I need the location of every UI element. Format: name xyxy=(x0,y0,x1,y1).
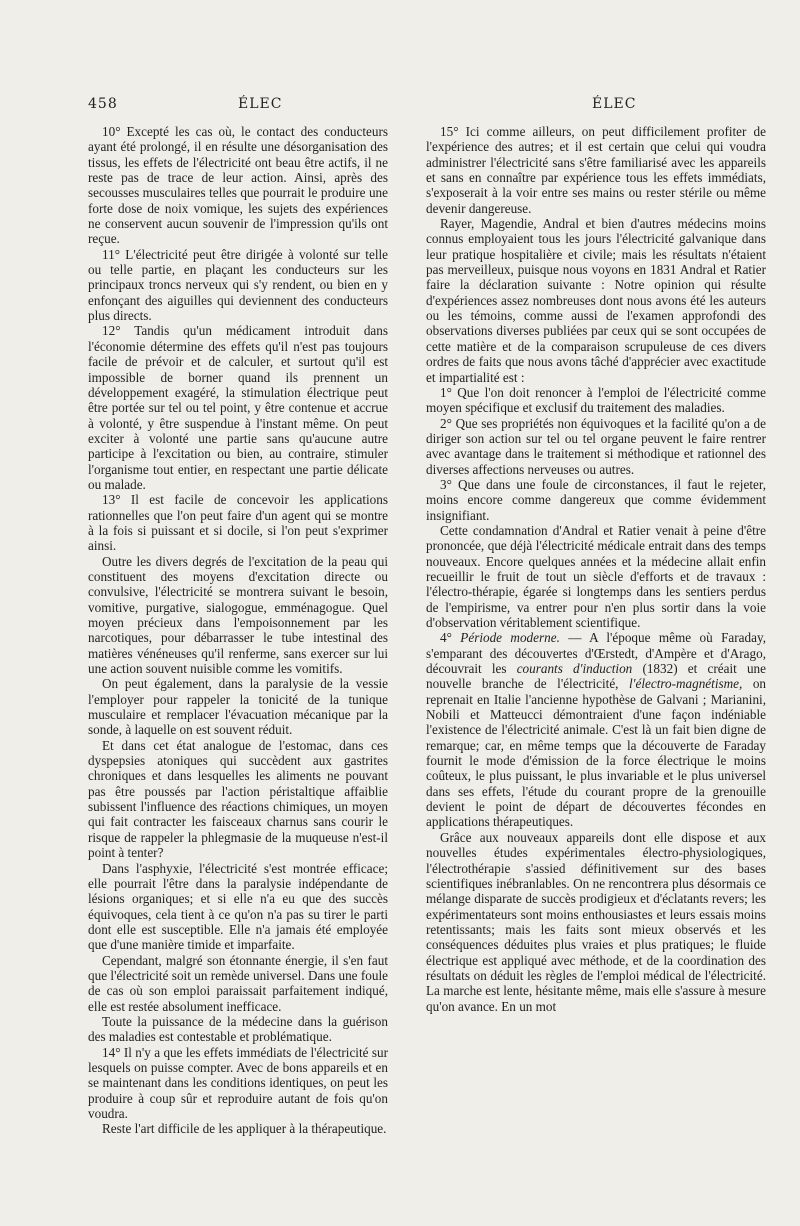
left-column xyxy=(88,124,388,1137)
paragraph-rayer: Rayer, Magendie, Andral et bien d'autres médecins moins connus employaient tous les jours l'électricité galvanique dans leur pratique hospitalière et civile; mais les résultats n'étaient pas merveilleux, puisque nous voyons en 1831 Andral et Ratier faire la déclaration suivante : Notre opinion qui résulte d'expériences assez nombreuses dont nous avons été les auteurs ou les témoins, comme aussi de l'examen approfondi des observations diverses publiées par ceux qui se sont occupées de cette matière et de la comparaison scrupuleuse de ces divers ordres de faits que nous avons tâché d'apprécier avec exactitude et impartialité est : xyxy=(426,216,766,385)
page-header xyxy=(0,96,800,120)
paragraph-vessie: On peut également, dans la paralysie de la vessie l'employer pour rappeler la tonicité de la tunique musculaire et remplacer l'évacuation mécanique par la sonde, à laquelle on est souvent réduit. xyxy=(88,676,388,738)
paragraph-estomac: Et dans cet état analogue de l'estomac, dans ces dyspepsies atoniques qui succèdent aux gastrites chroniques et dans lesquelles les aliments ne pouvant pas être poussés par l'action péristaltique affaiblie subissent l'influence des réactions chimiques, un moyen qui fait contracter les faisceaux charnus sans courir le risque de rappeler la phlegmasie de la muqueuse n'est-il point à tenter? xyxy=(88,737,388,861)
paragraph-conclusion-2: 2° Que ses propriétés non équivoques et la facilité qu'on a de diriger son action sur tel ou tel organe peuvent le faire rentrer avec avantage dans le traitement si méthodique et rationnel des diverses affections nerveuses ou autres. xyxy=(426,415,766,477)
text-run: on reprenait en Italie l'ancienne hypothèse de Galvani ; Marianini, Nobili et Matteucci démontraient d'une façon indéniable l'existence de l'électricité animale. C'est là un fait bien digne de remarque; car, en même temps que la découverte de Faraday fournit le mode d'émission de la force électrique le moins coûteux, le plus puissant, le plus invariable et le plus universel dans ses effets, l'étude du courant propre de la grenouille devient le point de départ de découvertes fécondes en applications thérapeutiques. xyxy=(426,676,767,830)
running-title-right: ÉLEC xyxy=(592,96,637,112)
page-number: 458 xyxy=(88,96,118,112)
paragraph-excitation: Outre les divers degrés de l'excitation de la peau qui constituent des moyens d'excitation directe ou convulsive, l'électricité se montrera suivant le besoin, vomitive, purgative, sialogogue, emménagogue. Quel moyen précieux dans l'empoisonnement par les narcotiques, pour débarrasser le tube intestinal des matières vénéneuses qu'il renferme, sans exercer sur lui une action souvent nuisible comme les vomitifs. xyxy=(88,553,388,677)
paragraph-15: 15° Ici comme ailleurs, on peut difficilement profiter de l'expérience des autres; et il est certain que celui qui voudra administrer l'électricité sans s'être familiarisé avec les appareils et sans en connaître par expérience tous les effets immédiats, s'exposerait à la voir entre ses mains ou rester stérile ou même devenir dangereuse. xyxy=(426,124,766,216)
paragraph-periode-moderne xyxy=(426,630,766,829)
paragraph-10: 10° Excepté les cas où, le contact des conducteurs ayant été prolongé, il en résulte une désorganisation des tissus, les effets de l'électricité ont beau être actifs, il ne reste pas de trace de leur action. Ainsi, après des secousses musculaires telles que pourrait le produire une forte dose de noix vomique, les sujets des expériences ne conservent aucun souvenir de l'impression qu'ils ont reçue. xyxy=(88,124,388,247)
text-run: — A l'époque même où Faraday, s'emparant des découvertes d'Œrstedt, d'Ampère et d'Arago, découvrait les xyxy=(426,630,766,677)
emphasis-electro-magnetisme: l'électro-magnétisme, xyxy=(629,676,743,692)
paragraph-reste: Reste l'art difficile de les appliquer à la thérapeutique. xyxy=(102,1121,387,1137)
paragraph-asphyxie: Dans l'asphyxie, l'électricité s'est montrée efficace; elle pourrait l'être dans la paralysie indépendante de lésions organiques; et si elle n'a eu que des succès équivoques, cela tient à ce qu'on n'a pas su tirer le parti dont elle est susceptible. Elle n'a jamais été employée que d'une manière timide et imparfaite. xyxy=(88,860,388,953)
right-column xyxy=(426,124,766,1014)
paragraph-conclusion-3: 3° Que dans une foule de circonstances, il faut le rejeter, moins encore comme dangereux que comme évidemment insignifiant. xyxy=(426,476,766,523)
paragraph-14: 14° Il n'y a que les effets immédiats de l'électricité sur lesquels on puisse compter. Avec de bons appareils et en se maintenant dans les conditions identiques, on peut les produire à coup sûr et reproduire autant de fois qu'on voudra. xyxy=(88,1044,388,1121)
paragraph-conclusion-1: 1° Que l'on doit renoncer à l'emploi de l'électricité comme moyen spécifique et exclusif du traitement des maladies. xyxy=(426,384,766,416)
paragraph-condamnation: Cette condamnation d'Andral et Ratier venait à peine d'être prononcée, que déjà l'électricité médicale entrait dans des temps nouveaux. Encore quelques années et la médecine allait enfin recueillir le fruit de tout un siècle d'efforts et de travaux : l'électro-thérapie, égarée si longtemps dans les sentiers perdus de l'empirisme, va entrer pour n'en plus sortir dans la voie d'observation véritablement scientifique. xyxy=(426,522,766,630)
section-number: 4° xyxy=(440,630,461,646)
paragraph-12: 12° Tandis qu'un médicament introduit dans l'économie détermine des effets qu'il n'est pas toujours facile de prévoir et de calculer, et surtout qu'il est impossible de borner quand ils prennent un développement exagéré, la stimulation électrique peut être portée sur tel ou tel point, y être contenue et accrue à volonté, y être suspendue à l'instant même. On peut exciter à volonté une partie sans qu'aucune autre participe à l'excitation ou bien, au contraire, stimuler l'organisme tout entier, en respectant une partie délicate ou malade. xyxy=(88,323,388,492)
text-run: (1832) et créait une nouvelle branche de l'électricité, xyxy=(426,661,767,692)
paragraph-puissance: Toute la puissance de la médecine dans la guérison des maladies est contestable et problématique. xyxy=(88,1013,388,1045)
paragraph-11: 11° L'électricité peut être dirigée à volonté sur telle ou telle partie, en plaçant les conducteurs sur les principaux troncs nerveux qui s'y rendent, ou bien en y enfonçant des aiguilles qui deviennent des conducteurs plus directs. xyxy=(88,246,388,324)
paragraph-grace: Grâce aux nouveaux appareils dont elle dispose et aux nouvelles études expérimentales électro-physiologiques, l'électrothérapie s'assied définitivement sur des bases scientifiques inébranlables. On ne rencontrera plus désormais ce mélange disparate de succès prodigieux et d'éclatants revers; les expérimentateurs sont moins enthousiastes et leurs essais moins retentissants; mais les faits sont mieux observés et les conséquences déduites plus vraies et plus pratiques; le fluide électrique est appliqué avec méthode, et de la coordination des résultats on déduit les règles de l'emploi médical de l'électricité. La marche est lente, hésitante même, mais elle s'assure à mesure qu'on avance. En un mot xyxy=(426,829,766,1014)
paragraph-13: 13° Il est facile de concevoir les applications rationnelles que l'on peut faire d'un agent qui se montre à la fois si puissant et si docile, si l'on peut s'exprimer ainsi. xyxy=(88,492,388,554)
emphasis-courants: courants d'induction xyxy=(516,661,633,677)
section-title: Période moderne. xyxy=(460,630,560,646)
paragraph-cependant: Cependant, malgré son étonnante énergie, il s'en faut que l'électricité soit un remède universel. Dans une foule de cas où son emploi paraissait parfaitement indiqué, elle est restée absolument inefficace. xyxy=(88,952,388,1014)
running-title-left: ÉLEC xyxy=(238,96,283,112)
